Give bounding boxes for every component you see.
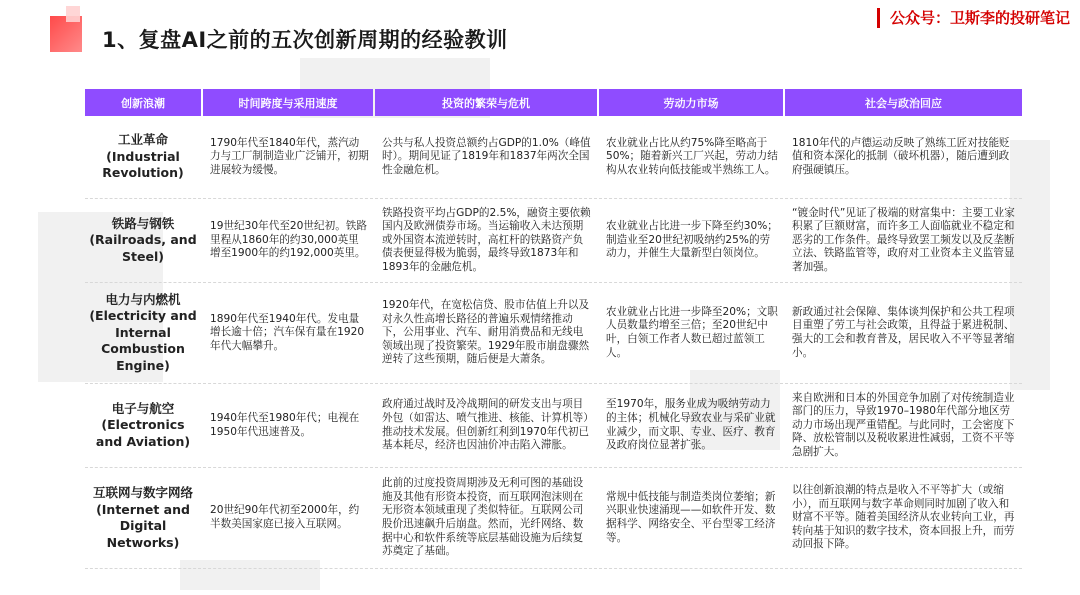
- timespan-cell: 20世纪90年代初至2000年，约半数美国家庭已接入互联网。: [203, 468, 373, 569]
- labor-cell: 农业就业占比从约75%降至略高于50%；随着新兴工厂兴起，劳动力结构从农业转向低技能或半熟练工人。: [599, 116, 783, 199]
- labor-cell: 至1970年，服务业成为吸纳劳动力的主体；机械化导致农业与采矿业就业减少，而文职、专业、医疗、教育及政府岗位显著扩张。: [599, 384, 783, 468]
- column-header-society: 社会与政治回应: [785, 89, 1022, 116]
- society-cell: 1810年代的卢德运动反映了熟练工匠对技能贬值和资本深化的抵制（破坏机器），随后遭到政府强硬镇压。: [785, 116, 1022, 199]
- era-cell: [85, 468, 201, 569]
- page-title: 1、复盘AI之前的五次创新周期的经验教训: [102, 28, 508, 52]
- timespan-cell: 19世纪30年代至20世纪初。铁路里程从1860年的约30,000英里增至1900年的约192,000英里。: [203, 199, 373, 283]
- era-cell: [85, 283, 201, 384]
- investment-cell: 1920年代，在宽松信贷、股市估值上升以及对永久性高增长路径的普遍乐观情绪推动下，公用事业、汽车、耐用消费品和无线电领域出现了投资繁荣。1929年股市崩盘骤然逆转了这些预期，随后便是大萧条。: [375, 283, 597, 384]
- society-cell: 新政通过社会保障、集体谈判保护和公共工程项目重塑了劳工与社会政策，且得益于累进税制、强大的工会和教育普及，居民收入不平等显著缩小。: [785, 283, 1022, 384]
- era-name-en: (Industrial Revolution): [102, 148, 184, 181]
- table-row: [85, 468, 1022, 569]
- investment-cell: 此前的过度投资周期涉及无利可图的基础设施及其他有形资本投资，而互联网泡沫则在无形资本领域重现了类似特征。互联网公司股价迅速飙升后崩盘。然而，光纤网络、数据中心和软件系统等底层基础设施为后续复苏奠定了基础。: [375, 468, 597, 569]
- column-header-labor: 劳动力市场: [599, 89, 783, 116]
- era-cell: [85, 199, 201, 283]
- timespan-cell: 1890年代至1940年代。发电量增长逾十倍；汽车保有量在1920年代大幅攀升。: [203, 283, 373, 384]
- era-name-en: (Electronics and Aviation): [95, 417, 191, 449]
- column-header-investment: 投资的繁荣与危机: [375, 89, 597, 116]
- table-row: [85, 283, 1022, 384]
- era-name-cn: 电力与内燃机: [105, 291, 181, 307]
- investment-cell: 铁路投资平均占GDP的2.5%，融资主要依赖国内及欧洲债券市场。当运输收入未达预期或外国资本流逆转时，高杠杆的铁路资产负债表便显得极为脆弱，最终导致1873年和1893年的金融危机。: [375, 199, 597, 283]
- era-name-cn: 铁路与钢铁: [111, 215, 175, 231]
- table-row: [85, 199, 1022, 283]
- innovation-cycles-table: [83, 89, 1024, 569]
- investment-cell: 公共与私人投资总额约占GDP的1.0%（峰值时）。期间见证了1819年和1837年两次全国性金融危机。: [375, 116, 597, 199]
- era-name-en: (Railroads, and Steel): [89, 232, 197, 264]
- title-accent-block-small: [66, 6, 80, 22]
- era-name-cn: 互联网与数字网络: [92, 485, 193, 500]
- investment-cell: 政府通过战时及冷战期间的研发支出与项目外包（如雷达、喷气推进、核能、计算机等）推动技术发展。但创新红利到1970年代初已基本耗尽，经济也因油价冲击陷入滞胀。: [375, 384, 597, 468]
- column-header-wave: 创新浪潮: [85, 89, 201, 116]
- era-name-en: (Electricity and Internal Combustion Engine): [89, 308, 197, 373]
- labor-cell: 常规中低技能与制造类岗位萎缩；新兴职业快速涌现——如软件开发、数据科学、网络安全、平台型零工经济等。: [599, 468, 783, 569]
- society-cell: 来自欧洲和日本的外国竞争加剧了对传统制造业部门的压力，导致1970–1980年代部分地区劳动力市场出现严重错配。与此同时，工会密度下降、放松管制以及税收累进性减弱，工资不平等急剧扩大。: [785, 384, 1022, 468]
- era-name-en: (Internet and Digital Networks): [96, 501, 190, 550]
- era-cell: [85, 116, 201, 199]
- table-header-row: [85, 89, 1022, 116]
- timespan-cell: 1940年代至1980年代；电视在1950年代迅速普及。: [203, 384, 373, 468]
- column-header-timespan: 时间跨度与采用速度: [203, 89, 373, 116]
- era-name-cn: 电子与航空: [111, 400, 175, 416]
- era-name-cn: 工业革命: [117, 132, 168, 148]
- timespan-cell: 1790年代至1840年代，蒸汽动力与工厂制制造业广泛铺开，初期进展较为缓慢。: [203, 116, 373, 199]
- era-cell: [85, 384, 201, 468]
- labor-cell: 农业就业占比进一步降至20%；文职人员数量约增至三倍；至20世纪中叶，白领工作者人数已超过蓝领工人。: [599, 283, 783, 384]
- society-cell: “镀金时代”见证了极端的财富集中：主要工业家积累了巨额财富，而许多工人面临就业不稳定和恶劣的工作条件。最终导致罢工频发以及反垄断立法、铁路监管等，政府对工业资本主义监管显著加强。: [785, 199, 1022, 283]
- brand-label: 公众号：卫斯李的投研笔记: [877, 8, 1070, 28]
- table-row: [85, 116, 1022, 199]
- labor-cell: 农业就业占比进一步下降至约30%；制造业至20世纪初吸纳约25%的劳动力，并催生大量新型白领岗位。: [599, 199, 783, 283]
- table-row: [85, 384, 1022, 468]
- society-cell: 以往创新浪潮的特点是收入不平等扩大（或缩小），而互联网与数字革命则同时加剧了收入和财富不平等。随着美国经济从农业转向工业，再转向基于知识的数字技术，资本回报上升，而劳动回报下降。: [785, 468, 1022, 569]
